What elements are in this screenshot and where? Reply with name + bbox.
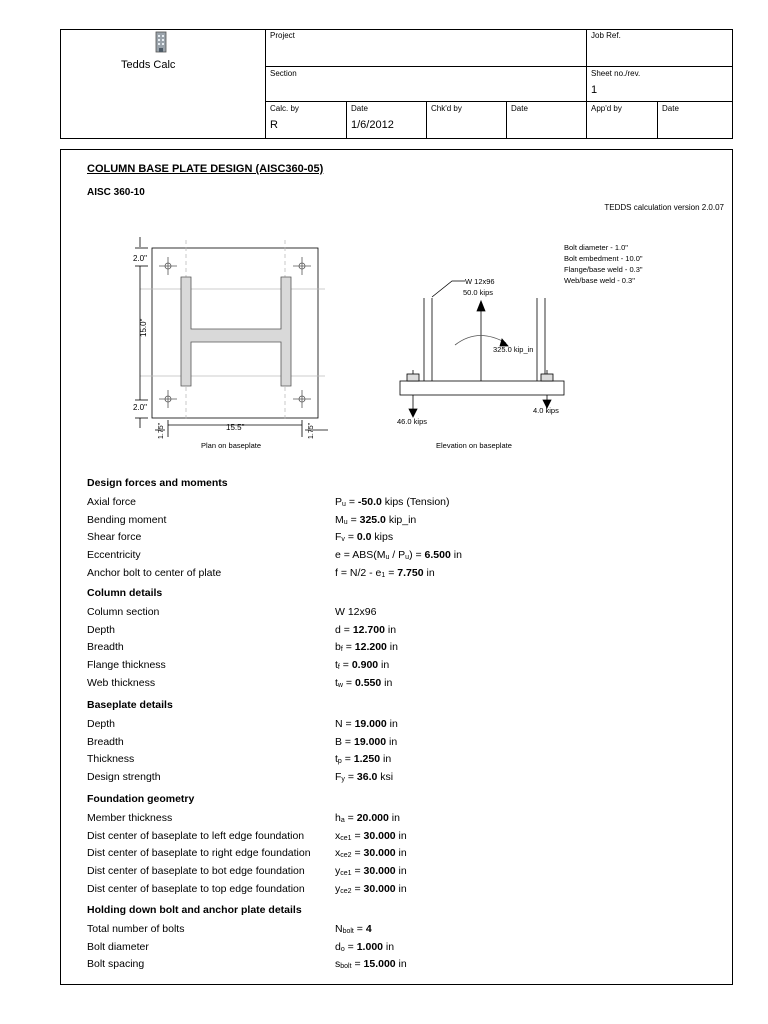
value-eq: =: [340, 623, 353, 636]
value-val: 1.000: [356, 940, 383, 953]
row-label: Dist center of baseplate to right edge foundation: [87, 847, 311, 860]
value-eq: / P: [389, 549, 406, 562]
calcby-label: Calc. by: [270, 104, 299, 113]
value-val: 4: [365, 923, 372, 935]
value-val: 0.550: [354, 676, 382, 689]
section-cell: [265, 66, 591, 101]
value-unit: in: [423, 566, 435, 579]
value-subs: ce1: [340, 834, 352, 842]
value-subs: u: [385, 554, 390, 562]
value-sym: t: [335, 676, 338, 689]
appd-label: App'd by: [591, 104, 622, 113]
value-eq: =: [351, 882, 364, 895]
plan-view: [135, 237, 328, 437]
row-value: [335, 811, 400, 825]
value-unit: in: [450, 549, 462, 562]
value-val: 1.250: [353, 753, 381, 766]
value-subs: bolt: [340, 963, 352, 971]
value-eq: =: [341, 753, 354, 766]
row-label: Eccentricity: [87, 549, 141, 562]
value-sym: h: [335, 812, 341, 824]
value-val: 19.000: [353, 735, 387, 748]
building-icon: [150, 30, 172, 54]
value-val: 325.0: [359, 513, 386, 526]
row-value: [335, 495, 450, 509]
value-unit: in: [383, 940, 395, 953]
project-cell: [265, 29, 591, 66]
value-val: 12.200: [354, 641, 387, 654]
row-label: Column section: [87, 606, 160, 618]
chkd-label: Chk'd by: [431, 104, 462, 113]
value-sym: F: [335, 531, 342, 544]
sheet-cell: [586, 66, 732, 101]
value-sym: d: [335, 940, 341, 953]
value-sym: t: [335, 753, 338, 766]
value-subs: y: [341, 776, 345, 784]
value-val: 7.750: [397, 566, 424, 579]
row-value: [335, 922, 372, 936]
value-eq2: ) =: [409, 549, 425, 562]
row-value: [335, 770, 393, 784]
row-label: Anchor bolt to center of plate: [87, 566, 222, 579]
row-label: Bolt spacing: [87, 958, 145, 971]
jobref-label: Job Ref.: [591, 31, 621, 40]
value-eq: =: [342, 718, 355, 730]
value-val: 20.000: [356, 812, 389, 824]
sheet-label: Sheet no./rev.: [591, 69, 641, 78]
value-eq: =: [353, 923, 366, 935]
value-eq: =: [342, 735, 354, 748]
row-label: Bending moment: [87, 513, 167, 526]
date-label: Date: [351, 104, 368, 113]
value-eq: =: [342, 676, 355, 689]
row-value: [335, 623, 396, 637]
section-label: Section: [270, 69, 297, 78]
value-unit: in: [386, 735, 398, 748]
value-subs: 1: [381, 571, 386, 579]
value-eq: =: [351, 958, 364, 971]
chkd-cell: [426, 101, 506, 138]
dim-right: 1.75": [308, 422, 315, 439]
value-unit: in: [395, 847, 407, 860]
row-label: Design strength: [87, 771, 161, 784]
value-subs: ce2: [340, 887, 352, 895]
value-val: -50.0: [357, 496, 382, 508]
value-unit: in: [386, 718, 398, 730]
value-val: 30.000: [363, 882, 396, 895]
reaction-right: 4.0 kips: [533, 406, 559, 415]
section-heading: Holding down bolt and anchor plate details: [87, 904, 302, 916]
value-sym: F: [335, 771, 342, 784]
calcby-cell: [265, 101, 346, 138]
row-value: [335, 957, 407, 971]
elev-caption: Elevation on baseplate: [436, 441, 512, 450]
note-item: Bolt embedment - 10.0": [564, 254, 643, 263]
value-val: 0.900: [351, 659, 379, 672]
value-unit: in: [386, 641, 398, 654]
value-unit: kip_in: [385, 513, 417, 526]
dim-bottom: 2.0": [133, 403, 147, 412]
value-eq: =: [344, 940, 357, 953]
calcby-value: R: [270, 119, 278, 131]
value-subs: u: [343, 518, 348, 526]
value-subs: ce1: [340, 870, 352, 878]
value-val: 0.0: [356, 531, 372, 544]
value-eq: =: [344, 812, 357, 824]
row-label: Axial force: [87, 496, 137, 508]
calc-header: [60, 29, 733, 139]
value-unit: kips: [371, 531, 394, 544]
value-unit: in: [395, 829, 407, 842]
row-value: [335, 566, 435, 580]
baseplate-figure: [0, 225, 768, 460]
row-value: [335, 658, 389, 672]
note-item: Flange/base weld - 0.3": [564, 265, 643, 274]
row-value: [335, 735, 397, 749]
value-unit: in: [395, 882, 407, 895]
dim-left: 1.75": [158, 422, 165, 439]
appd-cell: [586, 101, 657, 138]
value-eq: =: [339, 659, 352, 672]
value-subs: o: [340, 945, 345, 953]
value-subs: v: [341, 536, 345, 544]
row-label: Dist center of baseplate to left edge foundation: [87, 829, 305, 842]
value-subs: a: [340, 817, 345, 824]
date3-cell: [657, 101, 732, 138]
section-heading: Baseplate details: [87, 699, 173, 711]
date2-label: Date: [511, 104, 528, 113]
section-heading: Column details: [87, 587, 163, 599]
value-sym: e = ABS(M: [335, 549, 386, 562]
doc-title: COLUMN BASE PLATE DESIGN (AISC360-05): [87, 163, 324, 175]
value-subs: f: [337, 664, 340, 672]
value-subs: w: [337, 681, 343, 689]
row-label: Flange thickness: [87, 659, 166, 672]
value-sym: x: [335, 829, 341, 842]
value-sym: y: [335, 865, 341, 878]
elevation-view: [400, 281, 564, 417]
jobref-cell: [586, 29, 732, 66]
row-label: Breadth: [87, 641, 124, 654]
value-val: 6.500: [424, 549, 451, 562]
row-value: [335, 530, 393, 544]
row-value: [335, 752, 391, 766]
value-eq: =: [351, 865, 364, 878]
value-eq: =: [344, 531, 357, 544]
value-val: 30.000: [363, 829, 396, 842]
value-eq: =: [347, 513, 360, 526]
value-sym: x: [335, 847, 341, 860]
row-label: Breadth: [87, 735, 124, 748]
note-item: Bolt diameter - 1.0": [564, 243, 628, 252]
row-label: Bolt diameter: [87, 940, 149, 953]
value-val: 30.000: [363, 847, 396, 860]
value-sym: M: [335, 513, 344, 526]
value-eq: =: [351, 829, 364, 842]
row-value: [335, 717, 398, 731]
dim-height: 15.0": [139, 318, 148, 337]
value-sym: t: [335, 659, 338, 672]
value-subs: ce2: [340, 852, 352, 860]
project-label: Project: [270, 31, 295, 40]
app-name: Tedds Calc: [121, 59, 176, 71]
dim-width: 15.5": [226, 423, 245, 432]
value-sym: b: [335, 641, 341, 654]
value-val: 15.000: [363, 958, 396, 971]
value-sym: B: [335, 735, 343, 748]
section-label: W 12x96: [465, 277, 495, 286]
row-value: [335, 640, 398, 654]
value-sym: s: [335, 958, 341, 971]
value-unit: kips (Tension): [381, 496, 450, 508]
value-eq: =: [344, 771, 357, 784]
value-subs: f: [340, 646, 343, 654]
date2-cell: [506, 101, 586, 138]
value-eq: =: [345, 496, 358, 508]
value-unit: in: [378, 659, 390, 672]
value-eq: =: [385, 566, 398, 579]
row-label: Dist center of baseplate to bot edge foundation: [87, 865, 305, 878]
row-value: [335, 676, 392, 690]
value-sym: d: [335, 623, 341, 636]
value-val: 19.000: [354, 718, 387, 730]
row-label: Depth: [87, 623, 116, 636]
row-value: [335, 605, 376, 619]
value-subs2: u: [405, 554, 410, 562]
value-unit: in: [388, 812, 400, 824]
value-val: 30.000: [363, 865, 396, 878]
note-item: Web/base weld - 0.3": [564, 276, 635, 285]
date-cell: [346, 101, 426, 138]
row-label: Total number of bolts: [87, 923, 185, 935]
value-sym: P: [335, 496, 343, 508]
axial-label: 50.0 kips: [463, 288, 494, 297]
row-value: [335, 864, 407, 878]
row-value: [335, 846, 407, 860]
row-value: [335, 882, 407, 896]
date3-label: Date: [662, 104, 679, 113]
date-value: 1/6/2012: [351, 119, 394, 131]
value-subs: bolt: [342, 928, 354, 935]
value-unit: in: [395, 958, 407, 971]
section-heading: Foundation geometry: [87, 793, 195, 805]
doc-subtitle: AISC 360-10: [87, 187, 145, 198]
value-val: 36.0: [356, 771, 378, 784]
value-unit: ksi: [377, 771, 394, 784]
doc-version: TEDDS calculation version 2.0.07: [604, 203, 724, 212]
dim-top: 2.0": [133, 254, 147, 263]
value-unit: in: [395, 865, 407, 878]
row-label: Thickness: [87, 753, 135, 766]
value-sym: W 12x96: [335, 606, 377, 618]
reaction-left: 46.0 kips: [397, 417, 428, 426]
row-value: [335, 548, 462, 562]
sheet-value: 1: [591, 84, 598, 96]
value-sym: f = N/2 - e: [335, 566, 382, 579]
plan-caption: Plan on baseplate: [201, 441, 262, 450]
row-label: Web thickness: [87, 676, 156, 689]
value-sym: N: [335, 923, 343, 935]
row-label: Dist center of baseplate to top edge foundation: [87, 882, 305, 895]
section-heading: Design forces and moments: [87, 477, 228, 489]
value-eq: =: [342, 641, 355, 654]
value-val: 12.700: [352, 623, 385, 636]
value-unit: in: [384, 623, 397, 636]
value-sym: N: [335, 718, 343, 730]
row-label: Shear force: [87, 531, 142, 544]
value-subs: u: [342, 501, 346, 508]
value-subs: p: [337, 758, 342, 766]
row-value: [335, 513, 416, 527]
row-value: [335, 940, 394, 954]
value-eq: =: [351, 847, 364, 860]
moment-label: 325.0 kip_in: [493, 345, 534, 354]
value-sym: y: [335, 882, 341, 895]
value-unit: in: [380, 753, 392, 766]
row-label: Member thickness: [87, 812, 173, 824]
value-unit: in: [381, 676, 393, 689]
row-value: [335, 829, 407, 843]
row-label: Depth: [87, 718, 116, 730]
